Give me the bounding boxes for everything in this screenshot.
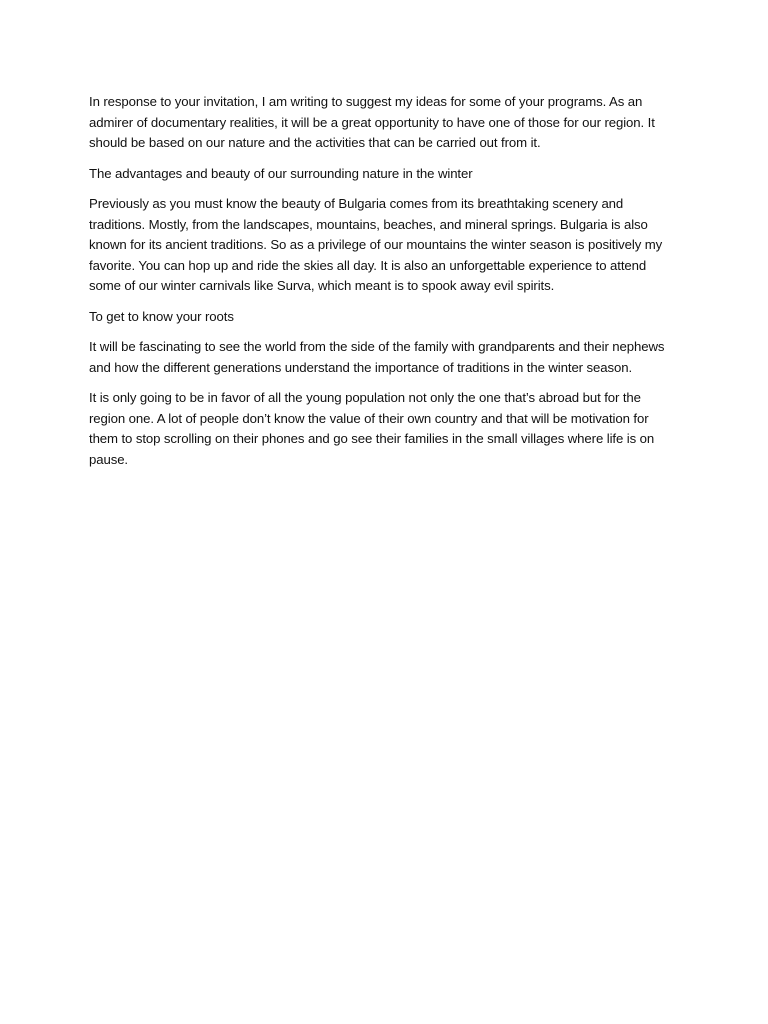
nature-paragraph: Previously as you must know the beauty of Bulgaria comes from its breathtaking scenery and traditions. Mostly, from the landscapes, mountains, beaches, and mineral springs. Bulgaria is also known for its ancient traditions. So as a privilege of our mountains the winter season is positively my favorite. You can hop up and ride the skies all day. It is also an unforgettable experience to attend some of our winter carnivals like Surva, which meant is to spook away evil spirits. xyxy=(89,196,663,293)
document-page xyxy=(89,92,679,480)
roots-paragraph: It will be fascinating to see the world from the side of the family with grandparents and their nephews and how the different generations understand the importance of traditions in the winter season. xyxy=(89,339,665,375)
intro-paragraph: In response to your invitation, I am writing to suggest my ideas for some of your programs. As an admirer of documentary realities, it will be a great opportunity to have one of those for our region. It should be based on our nature and the activities that can be carried out from it. xyxy=(89,94,655,150)
section-heading-nature: The advantages and beauty of our surrounding nature in the winter xyxy=(89,165,473,181)
closing-paragraph: It is only going to be in favor of all the young population not only the one that’s abroad but for the region one. A lot of people don’t know the value of their own country and that will be motivation for them to stop scrolling on their phones and go see their families in the small villages where life is on pause. xyxy=(89,390,655,467)
section-heading-roots: To get to know your roots xyxy=(89,308,234,324)
